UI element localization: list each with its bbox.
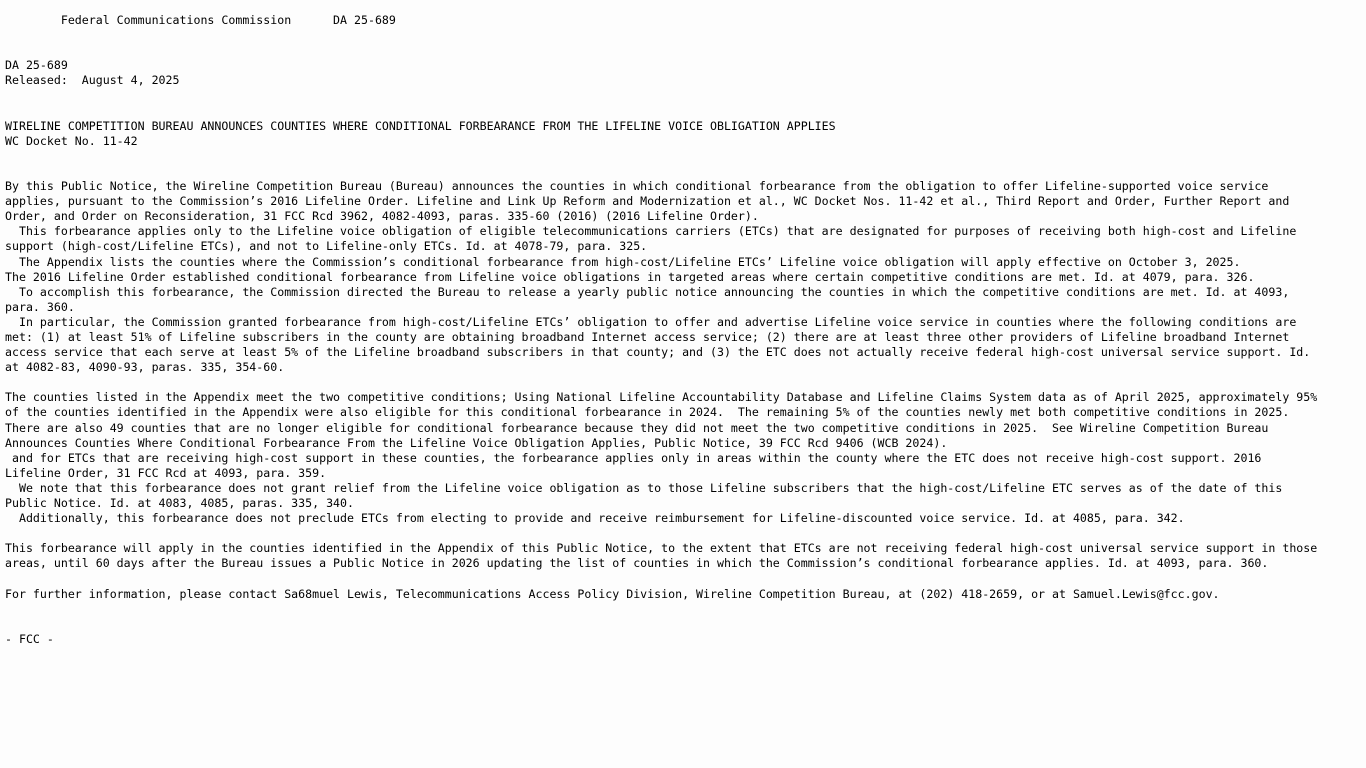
- body-line: applies, pursuant to the Commission’s 2016 Lifeline Order. Lifeline and Link Up Reform and Modernization et al., WC Docket Nos. 11-42 et al., Third Report and Order, Further Report and: [5, 194, 1290, 209]
- body-line: The counties listed in the Appendix meet the two competitive conditions; Using National Lifeline Accountability Database and Lifeline Claims System data as of April 2025, approximately 95%: [5, 390, 1318, 405]
- docket-number: WC Docket No. 11-42: [5, 133, 138, 148]
- body-line: access service that each serve at least 5% of the Lifeline broadband subscribers in that county; and (3) the ETC does not actually receive federal high-cost universal service support. Id.: [5, 345, 1311, 360]
- body-line: Additionally, this forbearance does not preclude ETCs from electing to provide and receive reimbursement for Lifeline-discounted voice service. Id. at 4085, para. 342.: [5, 511, 1185, 526]
- body-line: By this Public Notice, the Wireline Competition Bureau (Bureau) announces the counties in which conditional forbearance from the obligation to offer Lifeline-supported voice service: [5, 179, 1269, 194]
- body-line: Announces Counties Where Conditional Forbearance From the Lifeline Voice Obligation Applies, Public Notice, 39 FCC Rcd 9406 (WCB 2024).: [5, 435, 948, 450]
- release-id: DA 25-689: [5, 58, 68, 73]
- spacer-before-headline: [0, 88, 1366, 103]
- body-line: We note that this forbearance does not grant relief from the Lifeline voice obligation as to those Lifeline subscribers that the high-cost/Lifeline ETC serves as of the date of this: [5, 480, 1283, 495]
- spacer-after-header: [0, 28, 1366, 43]
- body-line: There are also 49 counties that are no longer eligible for conditional forbearance because they did not meet the two competitive conditions in 2025. See Wireline Competition Bureau: [5, 420, 1269, 435]
- body-line: In particular, the Commission granted forbearance from high-cost/Lifeline ETCs’ obligation to offer and advertise Lifeline voice service in counties where the following conditions are: [5, 314, 1297, 329]
- closing-mark: - FCC -: [5, 631, 54, 646]
- body-line: This forbearance applies only to the Lifeline voice obligation of eligible telecommunications carriers (ETCs) that are designated for purposes of receiving both high-cost and Lifeline: [5, 224, 1297, 239]
- body-line: Order, and Order on Reconsideration, 31 FCC Rcd 3962, 4082-4093, paras. 335-60 (2016) (2016 Lifeline Order).: [5, 209, 759, 224]
- release-date: Released: August 4, 2025: [5, 73, 180, 88]
- body-line: The 2016 Lifeline Order established conditional forbearance from Lifeline voice obligations in targeted areas where certain competitive conditions are met. Id. at 4079, para. 326.: [5, 269, 1255, 284]
- body-line: at 4082-83, 4090-93, paras. 335, 354-60.: [5, 360, 285, 375]
- document-header: Federal Communications Commission DA 25-689: [5, 13, 396, 27]
- body-blank-line: [5, 526, 1366, 541]
- body-line: The Appendix lists the counties where the Commission’s conditional forbearance from high-cost/Lifeline ETCs’ Lifeline voice obligation will apply effective on October 3, 2025.: [5, 254, 1241, 269]
- spacer-before-body-2: [0, 164, 1366, 179]
- spacer-before-closing-2: [0, 617, 1366, 632]
- page-title: WIRELINE COMPETITION BUREAU ANNOUNCES COUNTIES WHERE CONDITIONAL FORBEARANCE FROM THE LIFELINE VOICE OBLIGATION APPLIES: [5, 118, 836, 133]
- body-line: To accomplish this forbearance, the Commission directed the Bureau to release a yearly public notice announcing the counties in which the competitive conditions are met. Id. at 4093,: [5, 284, 1290, 299]
- body-line: This forbearance will apply in the counties identified in the Appendix of this Public Notice, to the extent that ETCs are not receiving federal high-cost universal service support in those: [5, 541, 1318, 556]
- body-line: Lifeline Order, 31 FCC Rcd at 4093, para. 359.: [5, 465, 327, 480]
- spacer-after-header-2: [0, 43, 1366, 58]
- body-text: [0, 179, 1366, 602]
- body-line: areas, until 60 days after the Bureau issues a Public Notice in 2026 updating the list of counties in which the Commission’s conditional forbearance applies. Id. at 4093, para. 360.: [5, 556, 1269, 571]
- body-line: of the counties identified in the Appendix were also eligible for this conditional forbearance in 2024. The remaining 5% of the counties newly met both competitive conditions in 2025.: [5, 405, 1290, 420]
- body-line: met: (1) at least 51% of Lifeline subscribers in the county are obtaining broadband Internet access service; (2) there are at least three other providers of Lifeline broadband Internet: [5, 329, 1290, 344]
- body-line: Public Notice. Id. at 4083, 4085, paras. 335, 340.: [5, 496, 355, 510]
- body-blank-line: [5, 571, 1366, 586]
- body-line: support (high-cost/Lifeline ETCs), and not to Lifeline-only ETCs. Id. at 4078-79, para. 325.: [5, 239, 648, 254]
- body-blank-line: [5, 375, 1366, 390]
- top-spacer: [0, 0, 1366, 13]
- spacer-before-headline-2: [0, 104, 1366, 119]
- body-line: para. 360.: [5, 299, 75, 314]
- spacer-before-body: [0, 149, 1366, 164]
- body-line: For further information, please contact Sa68muel Lewis, Telecommunications Access Policy Division, Wireline Competition Bureau, at (202) 418-2659, or at Samuel.Lewis@fcc.gov.: [5, 586, 1220, 601]
- spacer-before-closing: [0, 602, 1366, 617]
- body-line: and for ETCs that are receiving high-cost support in these counties, the forbearance applies only in areas within the county where the ETC does not receive high-cost support. 2016: [5, 450, 1262, 465]
